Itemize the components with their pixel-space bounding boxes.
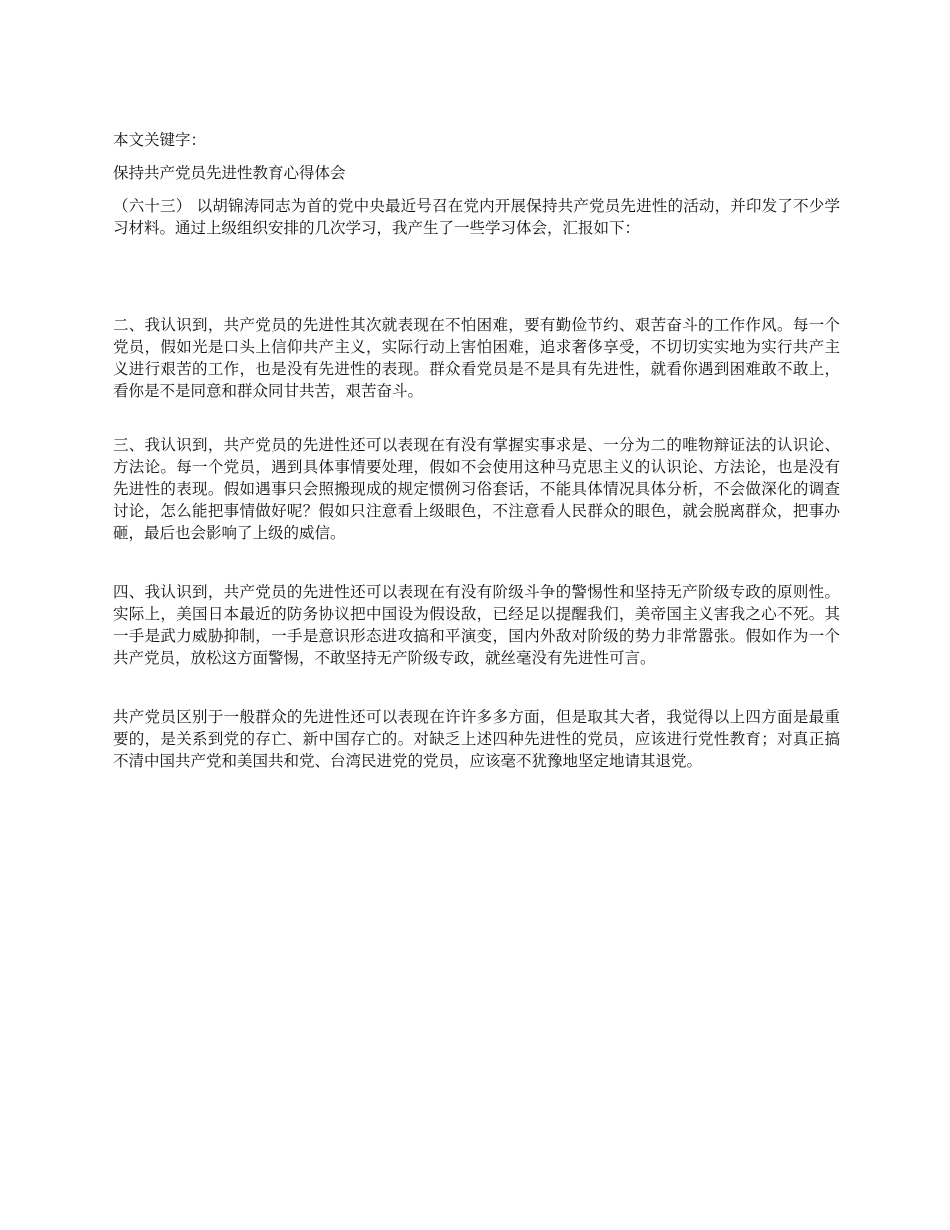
body-paragraph: 三、我认识到，共产党员的先进性还可以表现在有没有掌握实事求是、一分为二的唯物辩证法的认识论、方法论。每一个党员，遇到具体事情要处理，假如不会使用这种马克思主义的认识论、方法论，也是没有先进性的表现。假如遇事只会照搬现成的规定惯例习俗套话，不能具体情况具体分析，不会做深化的调查讨论，怎么能把事情做好呢？假如只注意看上级眼色，不注意看人民群众的眼色，就会脱离群众，把事办砸，最后也会影响了上级的威信。 xyxy=(113,436,840,542)
body-paragraph: 四、我认识到，共产党员的先进性还可以表现在有没有阶级斗争的警惕性和坚持无产阶级专政的原则性。实际上，美国日本最近的防务协议把中国设为假设敌，已经足以提醒我们，美帝国主义害我之心不死。其一手是武力威胁抑制，一手是意识形态进攻搞和平演变，国内外敌对阶级的势力非常嚣张。假如作为一个共产党员，放松这方面警惕，不敢坚持无产阶级专政，就丝毫没有先进性可言。 xyxy=(113,583,840,667)
body-paragraph: 共产党员区别于一般群众的先进性还可以表现在许许多多方面，但是取其大者，我觉得以上四方面是最重要的，是关系到党的存亡、新中国存亡的。对缺乏上述四种先进性的党员，应该进行党性教育；对真正搞不清中国共产党和美国共和党、台湾民进党的党员，应该毫不犹豫地坚定地请其退党。 xyxy=(113,708,840,770)
keywords-label: 本文关键字： xyxy=(113,131,207,149)
document-title: 保持共产党员先进性教育心得体会 xyxy=(113,164,346,182)
body-paragraph: 二、我认识到，共产党员的先进性其次就表现在不怕困难，要有勤俭节约、艰苦奋斗的工作作风。每一个党员，假如光是口头上信仰共产主义，实际行动上害怕困难，追求奢侈享受，不切切实实地为实行共产主义进行艰苦的工作，也是没有先进性的表现。群众看党员是不是具有先进性，就看你遇到困难敢不敢上，看你是不是同意和群众同甘共苦，艰苦奋斗。 xyxy=(113,316,840,400)
intro-paragraph: （六十三） 以胡锦涛同志为首的党中央最近号召在党内开展保持共产党员先进性的活动，并印发了不少学习材料。通过上级组织安排的几次学习，我产生了一些学习体会，汇报如下： xyxy=(113,197,840,237)
